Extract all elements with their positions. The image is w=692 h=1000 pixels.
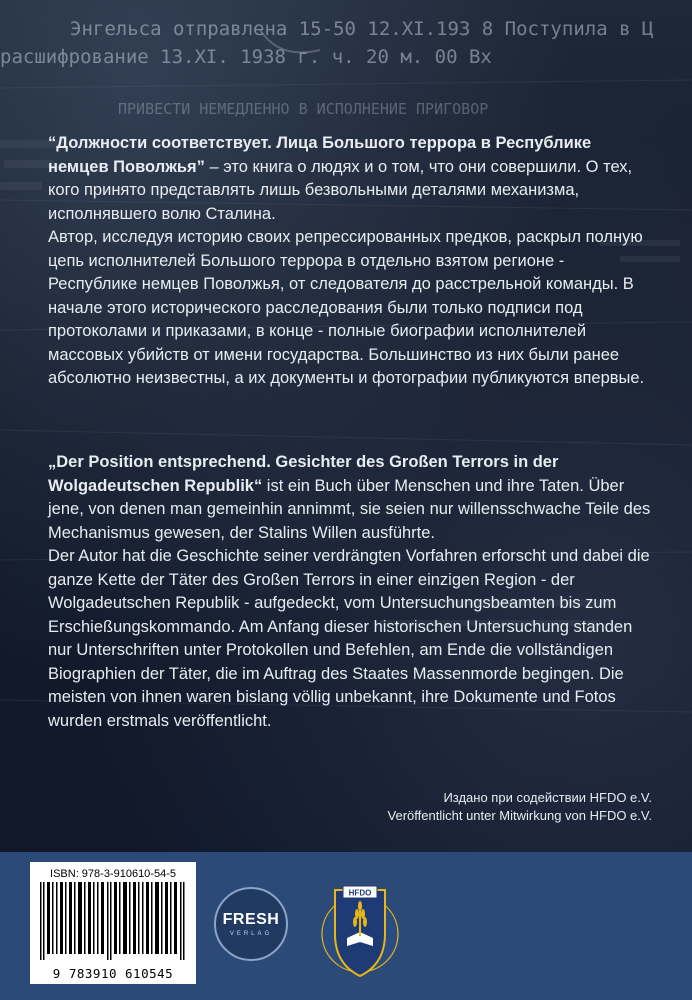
german-intro-text: ist ein Buch über Menschen und ihre Taten. Über jene, von denen man gemeinhin annimmt, sie seien nur willensschwache Teile des Mechanismus gewesen, der Stalins Willen ausführte.	[48, 476, 651, 542]
german-book-title: „Der Position entsprechend. Gesichter des Großen Terrors in der Wolgadeutschen Republik“	[48, 453, 559, 495]
german-description	[48, 451, 654, 733]
footer-band	[0, 852, 692, 1000]
german-intro-paragraph	[48, 451, 654, 545]
hfdo-shield-icon	[321, 872, 399, 984]
russian-body-paragraph: Автор, исследуя историю своих репрессированных предков, раскрыл полную цепь исполнителей Большого террора в отдельно взятом регионе - Республике немцев Поволжья, от следователя до расстрельной команды. В начале этого исторического расследования были только подписи под протоколами и приказами, в конце - полные биографии исполнителей массовых убийств от имени государства. Большинство из них были ранее абсолютно неизвестны, а их документы и фотографии публикуются впервые.	[48, 228, 645, 387]
fresh-verlag-logo	[214, 887, 288, 961]
barcode-digits: 9 783910 610545	[52, 966, 174, 981]
publication-credits	[132, 789, 652, 825]
fresh-logo-subtitle: VERLAG	[229, 931, 273, 937]
russian-intro-text: – это книга о людях и о том, что они совершили. О тех, кого принято представлять лишь безвольными деталями механизма, исполнявшего волю Сталина.	[48, 157, 633, 223]
fresh-logo-title: FRESH	[222, 911, 280, 928]
credit-german: Veröffentlicht unter Mitwirkung von HFDO e.V.	[387, 808, 652, 823]
svg-text:HFDO: HFDO	[348, 888, 372, 898]
background-telegram-line: ПРИВЕСТИ НЕМЕДЛЕННО В ИСПОЛНЕНИЕ ПРИГОВОР	[118, 100, 489, 118]
isbn-number: ISBN: 978-3-910610-54-5	[50, 868, 176, 880]
credit-russian: Издано при содействии HFDO e.V.	[443, 790, 652, 805]
russian-book-title: “Должности соответствует. Лица Большого террора в Республике немцев Поволжья”	[48, 134, 592, 176]
russian-description	[48, 132, 654, 391]
background-telegram-line: расшифрование 13.XI. 1938 г. ч. 20 м. 00 Вх	[0, 46, 492, 68]
isbn-barcode-panel	[30, 862, 196, 984]
german-body-paragraph: Der Autor hat die Geschichte seiner verdrängten Vorfahren erforscht und dabei die ganze Kette der Täter des Großen Terrors in einer einzigen Region - der Wolgadeutschen Republik - aufgedeckt, vom Untersuchungsbeamten bis zum Erschießungskommando. Am Anfang dieser historischen Untersuchung standen nur Unterschriften unter Protokollen und Befehlen, am Ende die vollständigen Biographien der Täter, die im Auftrag des Staates Massenmorde begingen. Die meisten von ihnen waren bislang völlig unbekannt, ihre Dokumente und Fotos wurden erstmals veröffentlicht.	[48, 547, 650, 730]
russian-intro-paragraph	[48, 132, 654, 226]
barcode-icon	[38, 882, 188, 960]
background-telegram-line: Энгельса отправлена 15-50 12.XI.193 8 Поступила в Ц	[70, 18, 654, 40]
